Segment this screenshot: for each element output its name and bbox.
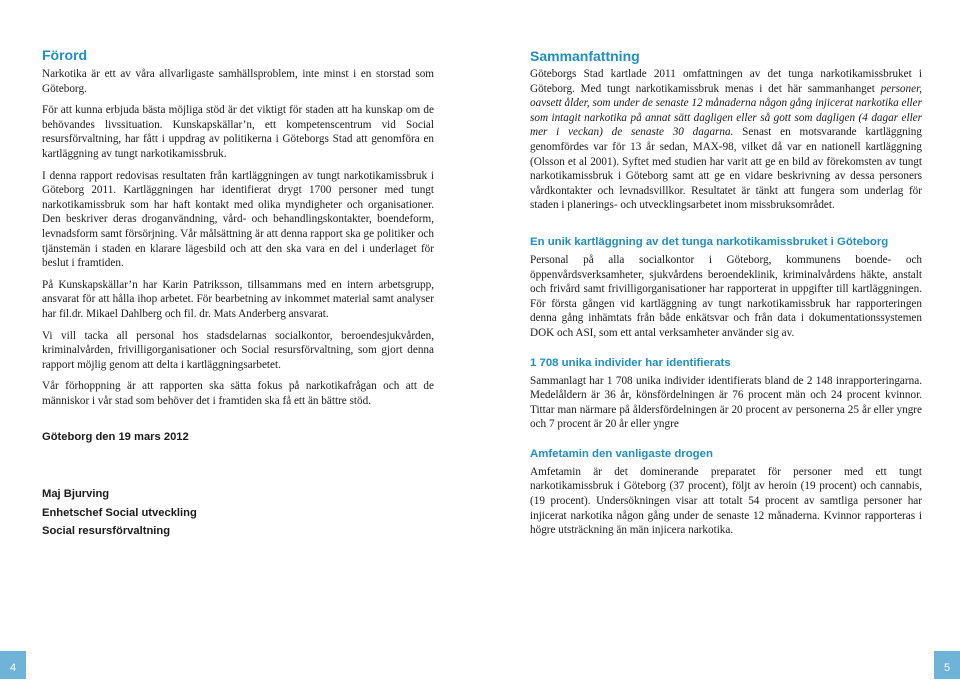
signature-title: Enhetschef Social utveckling <box>42 506 197 519</box>
section-heading-unique-mapping: En unik kartläggning av det tunga narkotikamissbruket i Göteborg <box>530 235 889 248</box>
summary-tail-text: Senast en motsvarande kartläggning genomfördes var för 13 år sedan, MAX-98, vilket då var en nationell kartläggning (Olsson et al 2001). Syftet med studien har varit att ge en bild av förekomsten av tungt narkotikamissbruk i Göteborg samt att ge en vidare beskrivning av dessa personers vårdkontakter och levnadsvillkor. Resultatet är tänkt att fungera som underlag för staden i planerings- och utvecklingsarbetet inom missbruksområdet. <box>530 126 922 212</box>
foreword-paragraph: För att kunna erbjuda bästa möjliga stöd är det viktigt för staden att ha kunskap om de behövandes livssituation. Kunskapskällar’n, ett kompetenscentrum vid Social resursförvaltning, har fått i uppdrag av politikerna i Göteborgs Stad att genomföra en kartläggning av tungt narkotikamissbruk. <box>42 104 434 160</box>
signature-name: Maj Bjurving <box>42 488 110 501</box>
summary-definition-text: personer, oavsett ålder, som under de senaste 12 månaderna någon gång injicerat narkotika eller som intagit narkotika på annat sätt dagligen eller så gott som dagligen (4 dagar eller mer i veckan) de senaste 30 dagarna. <box>530 82 922 139</box>
foreword-paragraph: På Kunskapskällar’n har Karin Patriksson, tillsammans med en intern arbetsgrupp, ansvarat för att hålla ihop arbetet. För bearbetning av inkommet material samt analyser har fil.dr. Mikael Dahlberg och fil. dr. Mats Anderberg ansvarat. <box>42 278 434 320</box>
section-text-unique-mapping: Personal på alla socialkontor i Göteborg, kommunens boende- och öppenvårdsverksamheter, sjukvårdens beroendeklinik, kriminalvårdens häkte, anstalt och frivård samt frivilligorganisationer har rapporterat in uppgifter till kartläggningen. För första gången vid kartläggning av tungt narkotikamissbruk har rapporteringen denna gång inhämtats från både enkätsvar och från data i dokumentationssystemen DOK och ASI, som ett antal verksamheter använder sig av. <box>530 253 922 339</box>
section-heading-amphetamine: Amfetamin den vanligaste drogen <box>530 447 713 460</box>
summary-paragraph <box>530 67 922 213</box>
summary-lead-text: Göteborgs Stad kartlade 2011 omfattningen av det tunga narkotikamissbruket i Göteborg. Med tungt narkotikamissbruk menas i det här sammanhanget <box>530 68 922 95</box>
summary-heading: Sammanfattning <box>530 48 640 64</box>
signature-block <box>42 487 434 539</box>
foreword-column <box>42 47 434 539</box>
right-page <box>480 0 960 691</box>
section-text-individuals: Sammanlagt har 1 708 unika individer identifierats bland de 2 148 inrapporteringarna. Medelåldern är 36 år, könsfördelningen är 76 procent män och 24 procent kvinnor. Tittar man närmare på åldersfördelningen är 20 procent av personerna 25 år eller yngre och 7 procent är 20 år eller yngre <box>530 374 922 431</box>
foreword-date: Göteborg den 19 mars 2012 <box>42 431 189 444</box>
section-heading-individuals: 1 708 unika individer har identifierats <box>530 356 731 369</box>
page-number-right: 5 <box>934 651 960 679</box>
foreword-paragraph: I denna rapport redovisas resultaten från kartläggningen av tungt narkotikamissbruk i Göteborg 2011. Kartläggningen har identifierat drygt 1700 personer med tungt narkotikamissbruk som har haft kontakt med olika myndigheter och organisationer. Den beskriver deras droganvändning, vård- och behandlingskontakter, boendeform, levnadsform samt försörjning. Vår målsättning är att denna rapport ska ge politiker och tjänstemän i staden en klarare lägesbild och att den ska vara en del i underlaget för beslut i framtiden. <box>42 169 434 270</box>
foreword-heading: Förord <box>42 47 88 63</box>
foreword-paragraph: Vi vill tacka all personal hos stadsdelarnas socialkontor, beroendesjukvården, kriminalvården, frivilligorganisationer och Social resursförvaltning, som gjort denna rapport möjlig genom att delta i kartläggningsarbetet. <box>42 329 434 371</box>
summary-column <box>530 48 922 545</box>
foreword-paragraph: Narkotika är ett av våra allvarligaste samhällsproblem, inte minst i en storstad som Göteborg. <box>42 68 434 95</box>
page-number-left: 4 <box>0 651 26 679</box>
signature-org: Social resursförvaltning <box>42 525 171 538</box>
section-text-amphetamine: Amfetamin är det dominerande preparatet för personer med ett tungt narkotikamissbruk i Göteborg (37 procent), följt av heroin (19 procent) och cannabis, (19 procent). Undersökningen visar att totalt 54 procent av samtliga personer har injicerat narkotika någon gång under de senaste 12 månaderna. Kvinnor rapporteras i högre utsträckning än män injicera narkotika. <box>530 465 922 537</box>
foreword-paragraph: Vår förhoppning är att rapporten ska sätta fokus på narkotikafrågan och att de människor i vår stad som behöver det i framtiden ska få ett än bättre stöd. <box>42 380 434 407</box>
